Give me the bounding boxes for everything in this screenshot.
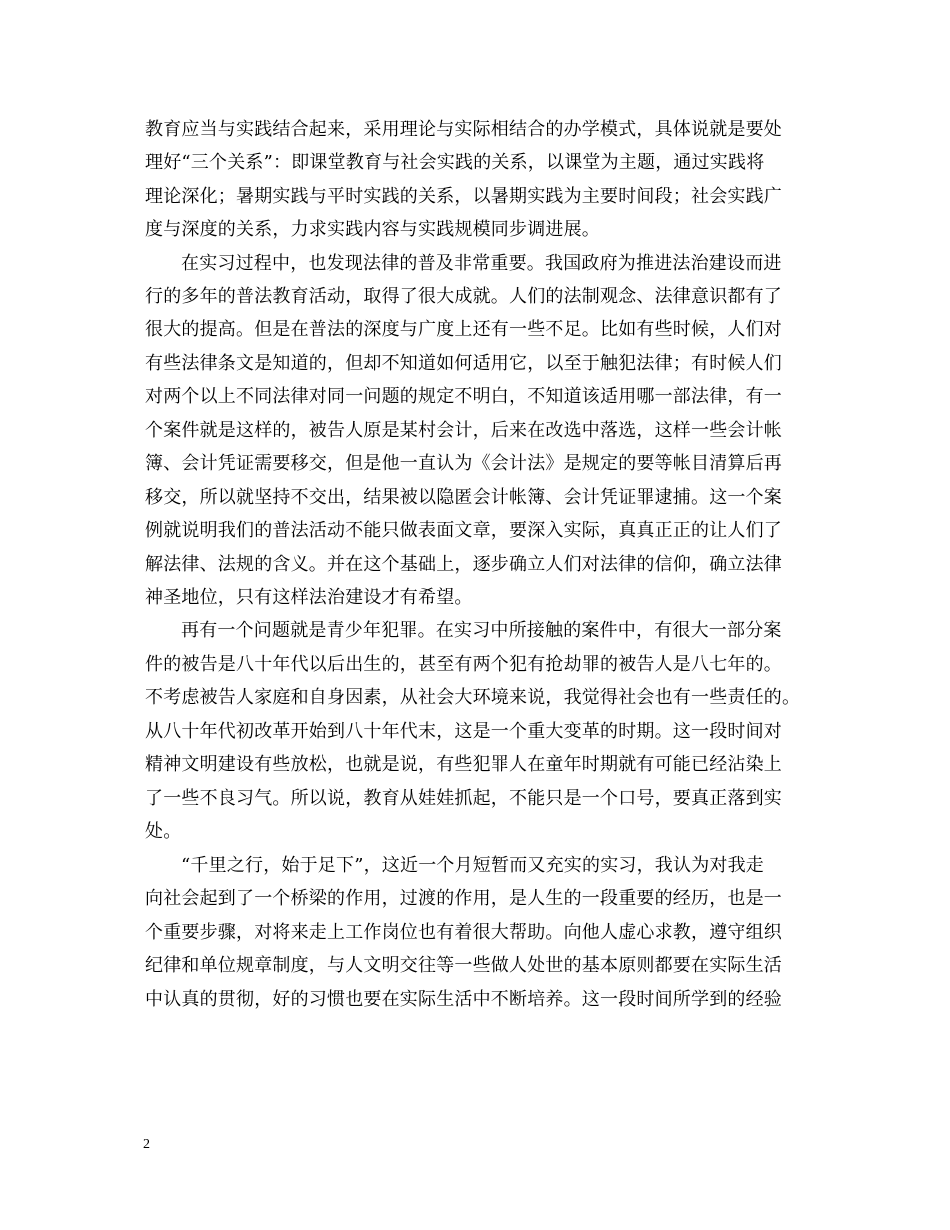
text-line: 理论深化；暑期实践与平时实践的关系，以暑期实践为主要时间段；社会实践广: [145, 186, 782, 207]
text-line: 精神文明建设有些放松，也就是说，有些犯罪人在童年时期就有可能已经沾染上: [145, 754, 782, 775]
text-line: 对两个以上不同法律对同一问题的规定不明白，不知道该适用哪一部法律，有一: [145, 386, 782, 407]
text-line: 了一些不良习气。所以说，教育从娃娃抓起，不能只是一个口号，要真正落到实: [145, 788, 782, 809]
text-line: 移交，所以就坚持不交出，结果被以隐匿会计帐簿、会计凭证罪逮捕。这一个案: [145, 487, 782, 508]
text-line: 有些法律条文是知道的，但却不知道如何适用它，以至于触犯法律；有时候人们: [145, 353, 782, 374]
text-line: 向社会起到了一个桥梁的作用，过渡的作用，是人生的一段重要的经历，也是一: [145, 888, 782, 909]
text-line: “千里之行，始于足下”，这近一个月短暂而又充实的实习，我认为对我走: [181, 855, 765, 876]
text-line: 个重要步骤，对将来走上工作岗位也有着很大帮助。向他人虚心求教，遵守组织: [145, 922, 782, 943]
text-line: 簿、会计凭证需要移交，但是他一直认为《会计法》是规定的要等帐目清算后再: [145, 453, 782, 474]
text-line: 中认真的贯彻，好的习惯也要在实际生活中不断培养。这一段时间所学到的经验: [145, 989, 782, 1010]
text-line: 度与深度的关系，力求实践内容与实践规模同步调进展。: [145, 219, 600, 240]
text-line: 在实习过程中，也发现法律的普及非常重要。我国政府为推进法治建设而进: [181, 253, 782, 274]
text-line: 件的被告是八十年代以后出生的，甚至有两个犯有抢劫罪的被告人是八七年的。: [145, 654, 782, 675]
text-line: 从八十年代初改革开始到八十年代末，这是一个重大变革的时期。这一段时间对: [145, 721, 782, 742]
page-number: 2: [143, 1137, 150, 1152]
text-line: 很大的提高。但是在普法的深度与广度上还有一些不足。比如有些时候，人们对: [145, 319, 782, 340]
text-line: 不考虑被告人家庭和自身因素，从社会大环境来说，我觉得社会也有一些责任的。: [145, 687, 801, 708]
text-line: 处。: [145, 821, 182, 842]
text-line: 例就说明我们的普法活动不能只做表面文章，要深入实际，真真正正的让人们了: [145, 520, 782, 541]
text-line: 个案件就是这样的，被告人原是某村会计，后来在改选中落选，这样一些会计帐: [145, 420, 782, 441]
text-line: 再有一个问题就是青少年犯罪。在实习中所接触的案件中，有很大一部分案: [181, 620, 782, 641]
text-line: 教育应当与实践结合起来，采用理论与实际相结合的办学模式，具体说就是要处: [145, 119, 782, 140]
text-line: 行的多年的普法教育活动，取得了很大成就。人们的法制观念、法律意识都有了: [145, 286, 782, 307]
text-line: 理好“三个关系”：即课堂教育与社会实践的关系，以课堂为主题，通过实践将: [145, 152, 765, 173]
text-line: 解法律、法规的含义。并在这个基础上，逐步确立人们对法律的信仰，确立法律: [145, 554, 782, 575]
text-line: 纪律和单位规章制度，与人文明交往等一些做人处世的基本原则都要在实际生活: [145, 955, 782, 976]
text-line: 神圣地位，只有这样法治建设才有希望。: [145, 587, 473, 608]
